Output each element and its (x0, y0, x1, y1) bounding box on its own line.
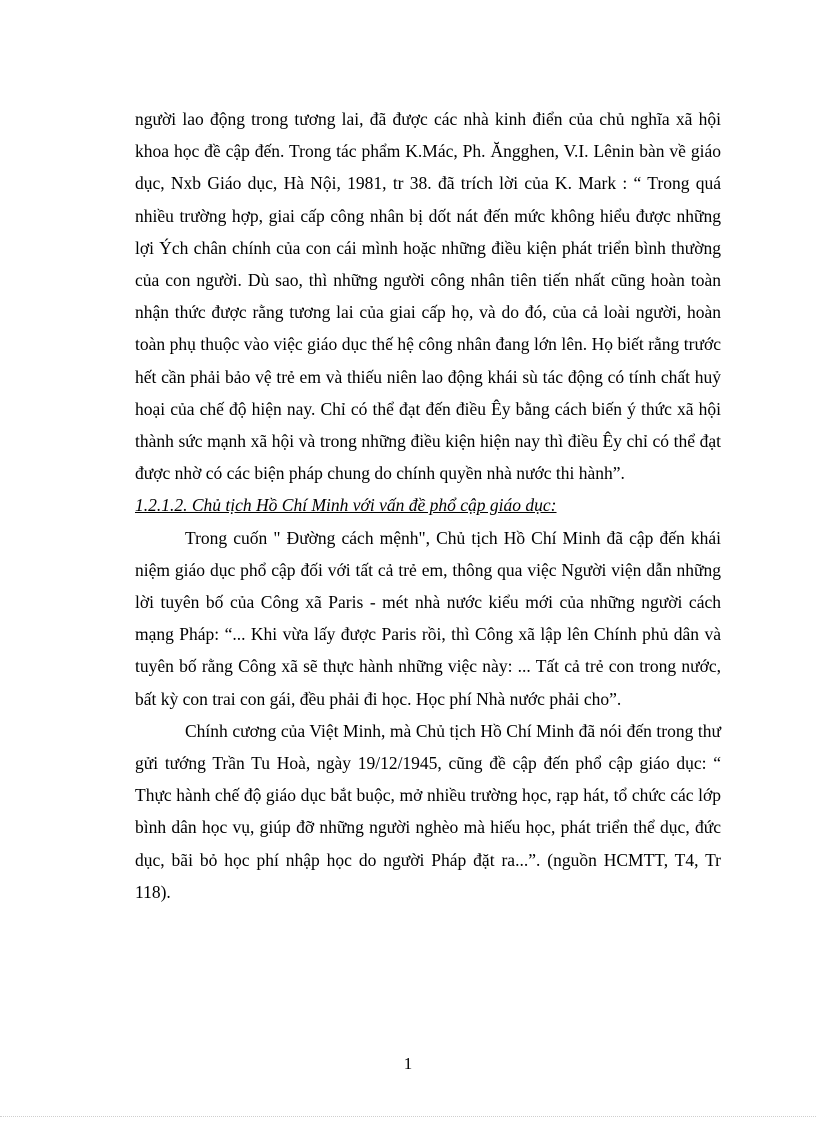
section-heading: 1.2.1.2. Chủ tịch Hồ Chí Minh với vấn đề phổ cập giáo dục: (135, 495, 557, 516)
paragraph-viet-minh-program: Chính cương của Việt Minh, mà Chủ tịch Hồ Chí Minh đã nói đến trong thư gửi tướng Trần Tu Hoà, ngày 19/12/1945, cũng đề cập đến phổ cập giáo dục: “ Thực hành chế độ giáo dục bắt buộc, mở nhiều trường học, rạp hát, tổ chức các lớp bình dân học vụ, giúp đỡ những người nghèo mà hiếu học, phát triển thể dục, đức dục, bãi bỏ học phí nhập học do người Pháp đặt ra...”. (nguồn HCMTT, T4, Tr 118). (135, 720, 721, 902)
page-bottom-divider (0, 1116, 816, 1117)
document-body (135, 103, 721, 908)
paragraph-duong-cach-menh: Trong cuốn " Đường cách mệnh", Chủ tịch Hồ Chí Minh đã cập đến khái niệm giáo dục phổ cập đối với tất cả trẻ em, thông qua việc Người viện dẫn những lời tuyên bố của Công xã Paris - mét nhà nước kiểu mới của những người cách mạng Pháp: “... Khi vừa lấy được Paris rồi, thì Công xã lập lên Chính phủ dân và tuyên bố rằng Công xã sẽ thực hành những việc này: ... Tất cả trẻ con trong nước, bất kỳ con trai con gái, đều phải đi học. Học phí Nhà nước phải cho”. (135, 527, 721, 709)
page-number: 1 (403, 1054, 413, 1073)
paragraph-marx-quote: người lao động trong tương lai, đã được các nhà kinh điển của chủ nghĩa xã hội khoa học đề cập đến. Trong tác phẩm K.Mác, Ph. Ăngghen, V.I. Lênin bàn về giáo dục, Nxb Giáo dục, Hà Nội, 1981, tr 38. đã trích lời của K. Mark : “ Trong quá nhiều trường hợp, giai cấp công nhân bị dốt nát đến mức không hiểu được những lợi Ých chân chính của con cái mình hoặc những điều kiện phát triển bình thường của con người. Dù sao, thì những người công nhân tiên tiến nhất cũng hoàn toàn nhận thức được rằng tương lai của giai cấp họ, và do đó, của cả loài người, hoàn toàn phụ thuộc vào việc giáo dục thế hệ công nhân đang lớn lên. Họ biết rằng trước hết cần phải bảo vệ trẻ em và thiếu niên lao động khái sù tác động có tính chất huỷ hoại của chế độ hiện nay. Chỉ có thể đạt đến điều Êy bằng cách biến ý thức xã hội thành sức mạnh xã hội và trong những điều kiện hiện nay thì điều Êy chỉ có thể đạt được nhờ có các biện pháp chung do chính quyền nhà nước thi hành”. (135, 109, 721, 484)
